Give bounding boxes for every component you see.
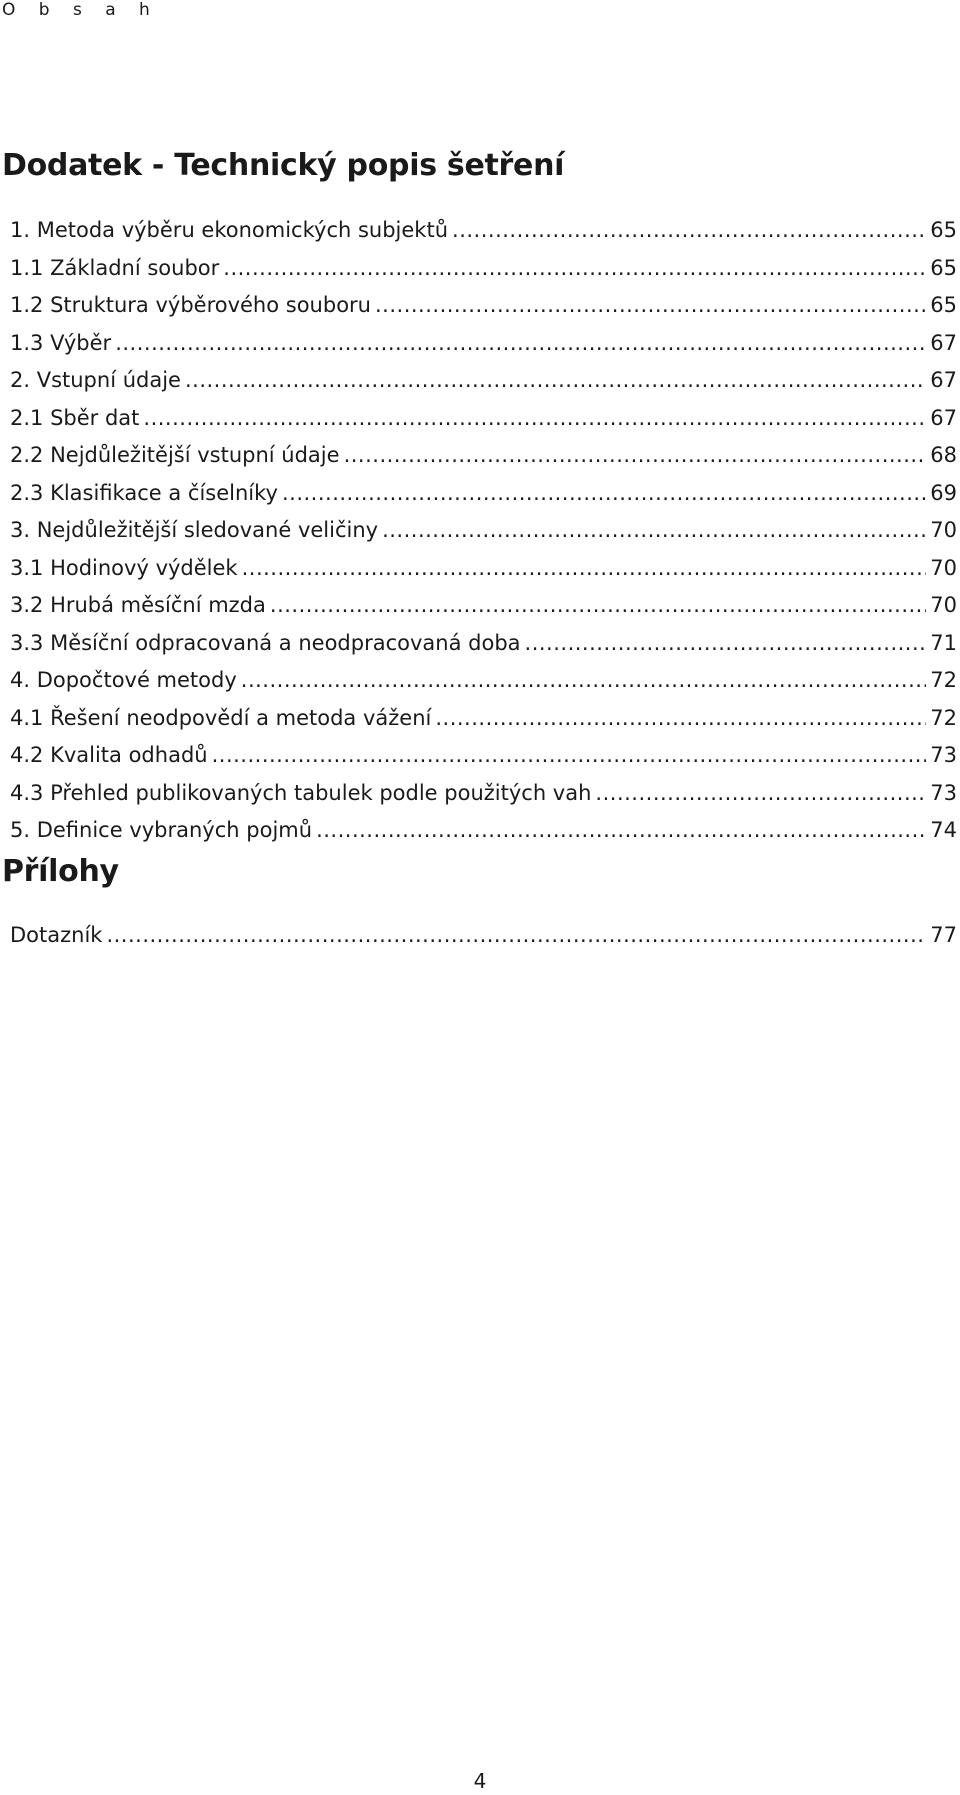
toc-entry-label: Dotazník xyxy=(10,923,103,947)
toc-dot-leader xyxy=(595,775,926,813)
toc-entry[interactable] xyxy=(10,550,957,588)
toc-entry-label: 2.2 Nejdůležitější vstupní údaje xyxy=(10,443,340,467)
toc-entry-page: 65 xyxy=(930,293,957,317)
toc-dot-leader xyxy=(344,437,927,475)
toc-dot-leader xyxy=(282,475,926,513)
toc-entry-page: 77 xyxy=(930,923,957,947)
toc-dot-leader xyxy=(223,250,926,288)
toc-entry-label: 2.1 Sběr dat xyxy=(10,405,140,430)
toc-entry-page: 71 xyxy=(930,630,957,655)
toc-dot-leader xyxy=(241,662,926,700)
toc-entry-page: 70 xyxy=(930,593,957,617)
toc-entry-page: 73 xyxy=(930,780,957,805)
toc-entry[interactable] xyxy=(10,625,957,663)
toc-entry-page: 73 xyxy=(930,743,957,767)
toc-entry-label: 1.2 Struktura výběrového souboru xyxy=(10,293,371,317)
section-heading-dodatek: Dodatek - Technický popis šetření xyxy=(2,148,565,183)
toc-entry-label: 4.2 Kvalita odhadů xyxy=(10,743,208,767)
toc-entry-label: 4.3 Přehled publikovaných tabulek podle použitých vah xyxy=(10,780,592,805)
toc-list-prilohy xyxy=(10,917,957,955)
toc-entry[interactable] xyxy=(10,775,957,813)
toc-entry-label: 3.2 Hrubá měsíční mzda xyxy=(10,593,266,617)
toc-dot-leader xyxy=(115,325,926,363)
toc-dot-leader xyxy=(375,287,926,325)
toc-entry[interactable] xyxy=(10,437,957,475)
toc-dot-leader xyxy=(185,362,926,400)
toc-entry-label: 2. Vstupní údaje xyxy=(10,368,181,392)
toc-dot-leader xyxy=(143,400,926,438)
toc-entry-label: 4. Dopočtové metody xyxy=(10,668,237,692)
section-heading-prilohy: Přílohy xyxy=(2,854,119,889)
toc-dot-leader xyxy=(435,700,926,738)
toc-dot-leader xyxy=(212,737,927,775)
toc-entry-label: 1. Metoda výběru ekonomických subjektů xyxy=(10,218,449,242)
toc-entry[interactable] xyxy=(10,737,957,775)
toc-entry[interactable] xyxy=(10,700,957,738)
toc-entry-page: 72 xyxy=(930,705,957,730)
toc-entry[interactable] xyxy=(10,587,957,625)
toc-entry[interactable] xyxy=(10,917,957,955)
toc-entry-page: 74 xyxy=(930,818,957,842)
toc-entry-label: 3. Nejdůležitější sledované veličiny xyxy=(10,518,379,542)
toc-entry-label: 5. Definice vybraných pojmů xyxy=(10,818,313,842)
toc-entry-page: 70 xyxy=(930,555,957,580)
running-head: O b s a h xyxy=(2,0,159,20)
toc-entry[interactable] xyxy=(10,362,957,400)
toc-entry[interactable] xyxy=(10,512,957,550)
toc-entry-label: 2.3 Klasifikace a číselníky xyxy=(10,480,278,505)
toc-entry[interactable] xyxy=(10,325,957,363)
toc-entry-label: 3.1 Hodinový výdělek xyxy=(10,555,238,580)
toc-dot-leader xyxy=(452,212,926,250)
toc-entry-page: 67 xyxy=(930,405,957,430)
toc-dot-leader xyxy=(270,587,926,625)
toc-entry-page: 67 xyxy=(930,330,957,355)
toc-entry[interactable] xyxy=(10,812,957,850)
page-number: 4 xyxy=(473,1769,487,1793)
toc-dot-leader xyxy=(382,512,926,550)
toc-entry-page: 65 xyxy=(930,218,957,242)
toc-dot-leader xyxy=(242,550,927,588)
toc-entry[interactable] xyxy=(10,400,957,438)
toc-dot-leader xyxy=(106,917,926,955)
toc-entry[interactable] xyxy=(10,287,957,325)
toc-entry-label: 1.3 Výběr xyxy=(10,330,112,355)
toc-entry[interactable] xyxy=(10,250,957,288)
toc-entry[interactable] xyxy=(10,662,957,700)
toc-entry-label: 3.3 Měsíční odpracovaná a neodpracovaná doba xyxy=(10,630,521,655)
toc-dot-leader xyxy=(316,812,926,850)
toc-entry-page: 72 xyxy=(930,668,957,692)
toc-entry-page: 68 xyxy=(930,443,957,467)
toc-entry-page: 70 xyxy=(930,518,957,542)
toc-dot-leader xyxy=(525,625,927,663)
toc-entry-label: 4.1 Řešení neodpovědí a metoda vážení xyxy=(10,705,432,730)
toc-entry[interactable] xyxy=(10,475,957,513)
toc-entry-page: 65 xyxy=(930,255,957,280)
toc-entry[interactable] xyxy=(10,212,957,250)
toc-entry-label: 1.1 Základní soubor xyxy=(10,255,220,280)
toc-entry-page: 67 xyxy=(930,368,957,392)
toc-entry-page: 69 xyxy=(930,480,957,505)
toc-list-dodatek xyxy=(10,212,957,850)
